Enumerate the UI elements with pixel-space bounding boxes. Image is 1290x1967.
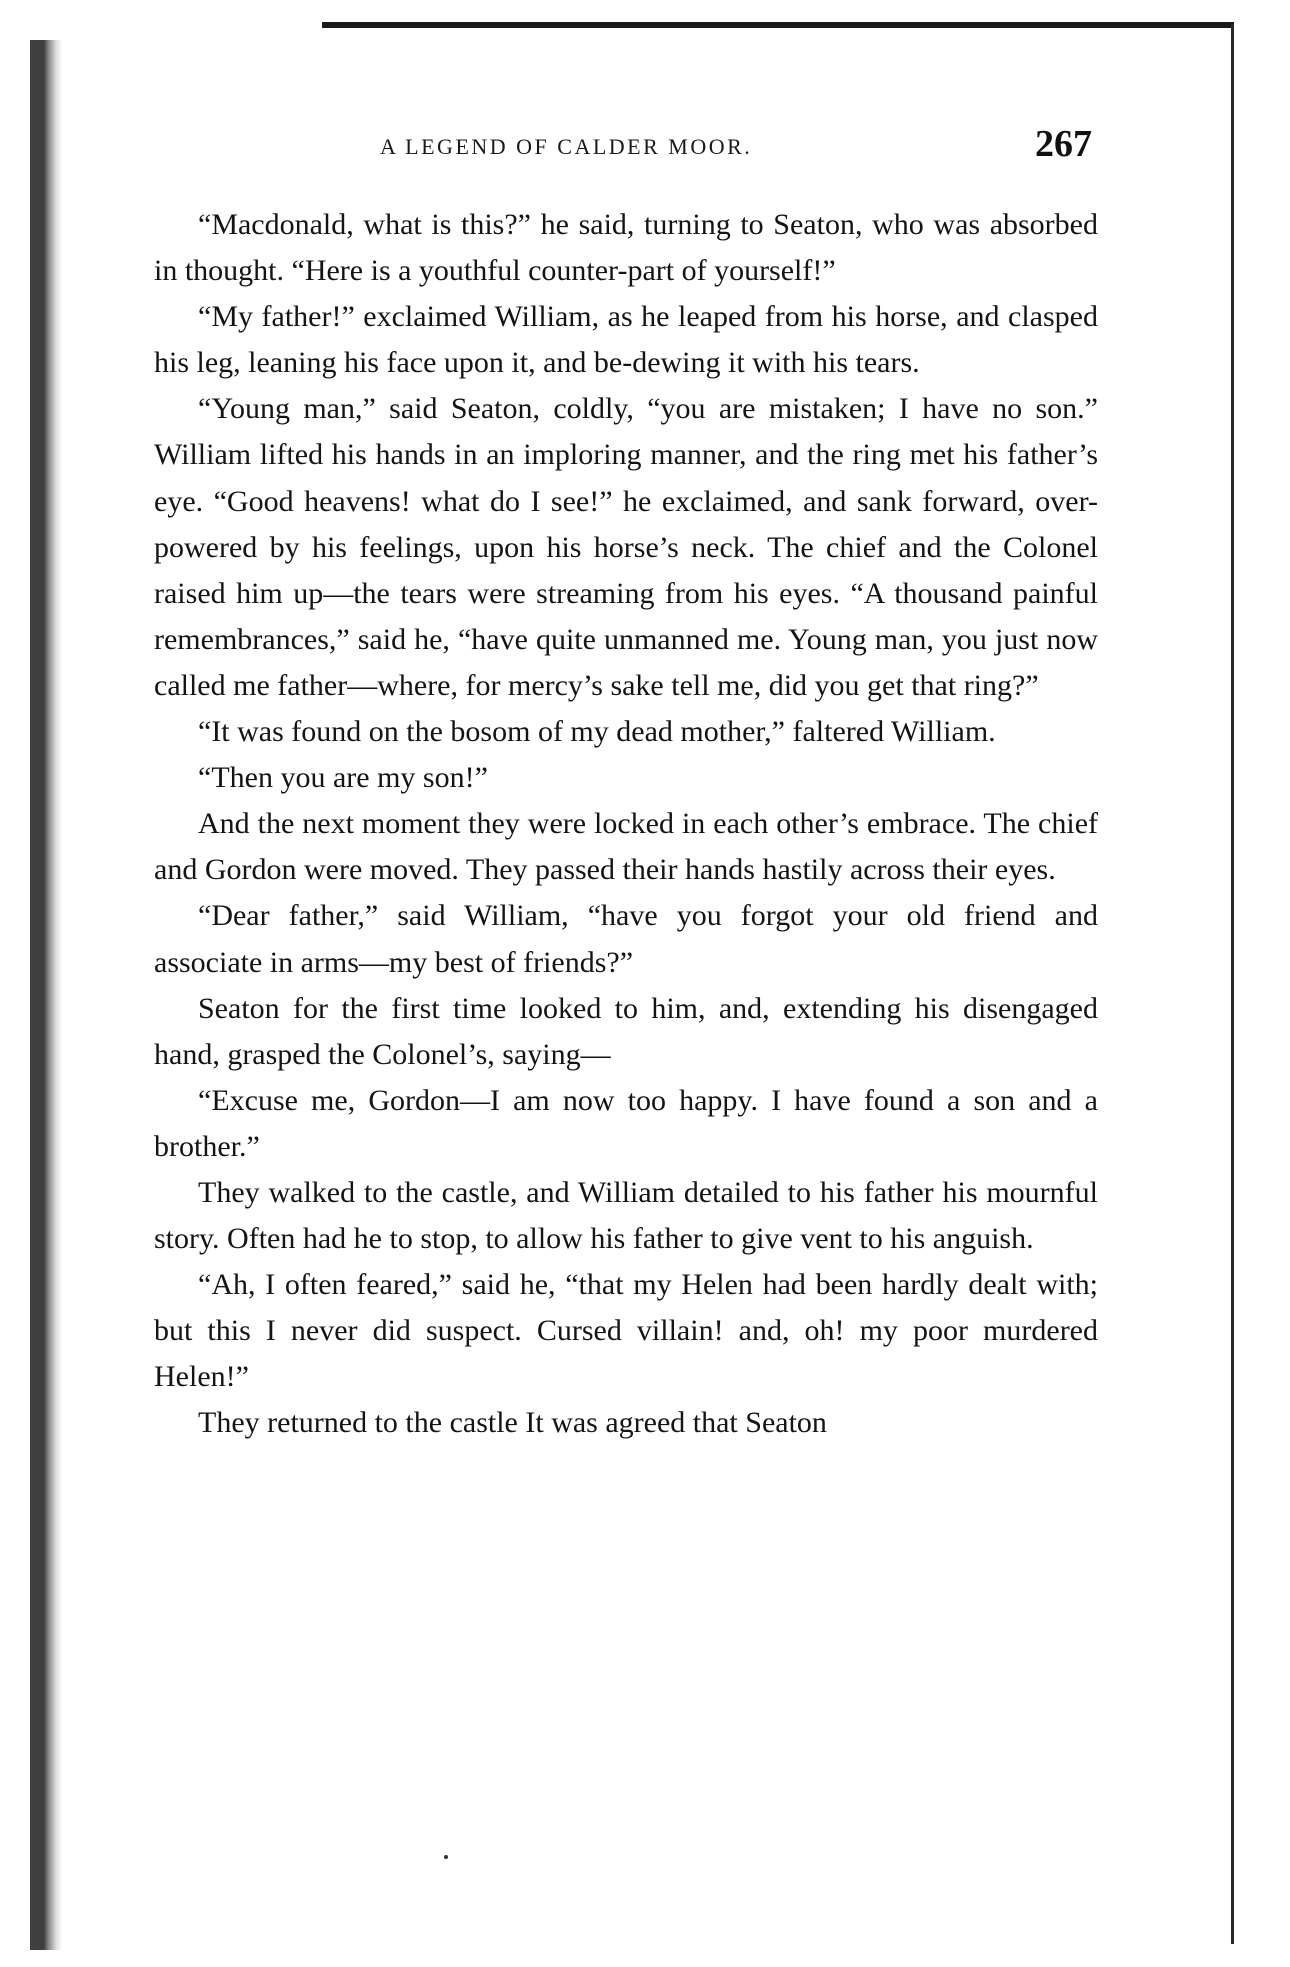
page-number: 267 (1035, 123, 1092, 165)
ink-speck (444, 1855, 448, 1859)
paragraph: “Young man,” said Seaton, coldly, “you are mistaken; I have no son.” William lifted his hands in an imploring manner, and the ring met his father’s eye. “Good heavens! what do I see!” he exclaimed, and sank forward, over-powered by his feelings, upon his horse’s neck. The chief and the Colonel raised him up—the tears were streaming from his eyes. “A thousand painful remembrances,” said he, “have quite unmanned me. Young man, you just now called me father—where, for mercy’s sake tell me, did you get that ring?” (154, 392, 1098, 702)
paragraph: “Macdonald, what is this?” he said, turning to Seaton, who was absorbed in thought. “Here is a youthful counter-part of yourself!” (154, 208, 1098, 288)
paragraph: And the next moment they were locked in each other’s embrace. The chief and Gordon were moved. They passed their hands hastily across their eyes. (154, 807, 1098, 887)
running-head (150, 122, 1098, 165)
paragraph: “Dear father,” said William, “have you forgot your old friend and associate in arms—my best of friends?” (154, 899, 1098, 979)
paragraph: They walked to the castle, and William detailed to his father his mournful story. Often had he to stop, to allow his father to give vent to his anguish. (154, 1175, 1098, 1256)
paragraph: They returned to the castle It was agreed that Seaton (198, 1406, 827, 1440)
paragraph: “It was found on the bosom of my dead mother,” faltered William. (198, 715, 996, 749)
paragraph: “Then you are my son!” (198, 761, 488, 795)
running-title: A LEGEND OF CALDER MOOR. (380, 134, 753, 159)
right-border-rule (1231, 24, 1234, 1944)
body-text (154, 202, 1098, 1447)
paragraph: “Excuse me, Gordon—I am now too happy. I have found a son and a brother.” (154, 1083, 1098, 1163)
paragraph: “My father!” exclaimed William, as he leaped from his horse, and clasped his leg, leaning his face upon it, and be-dewing it with his tears. (154, 300, 1098, 380)
binding-edge-shadow (30, 40, 62, 1950)
paragraph: Seaton for the first time looked to him, and, extending his disengaged hand, grasped the Colonel’s, saying— (154, 991, 1098, 1071)
paragraph: “Ah, I often feared,” said he, “that my Helen had been hardly dealt with; but this I never did suspect. Cursed villain! and, oh! my poor murdered Helen!” (154, 1268, 1098, 1394)
top-border-rule (322, 22, 1234, 28)
